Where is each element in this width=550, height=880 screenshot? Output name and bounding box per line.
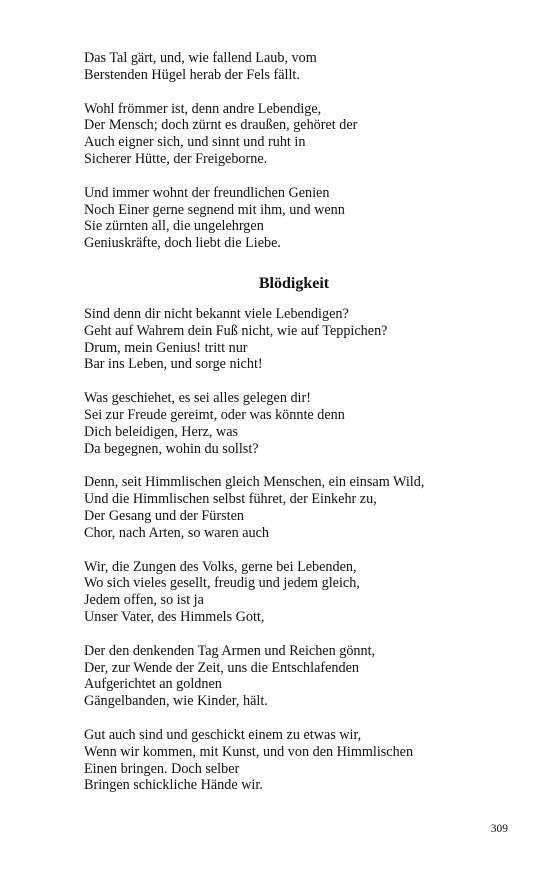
verse-line: Einen bringen. Doch selber xyxy=(84,760,240,777)
verse-line: Gut auch sind und geschickt einem zu etwas wir, xyxy=(84,726,362,743)
stanza xyxy=(84,306,504,373)
verse-line: Bringen schickliche Hände wir. xyxy=(84,777,263,794)
verse-line: Und immer wohnt der freundlichen Genien xyxy=(84,184,330,201)
page-content xyxy=(84,50,504,811)
page-number: 309 xyxy=(490,823,508,835)
verse-line: Berstenden Hügel herab der Fels fällt. xyxy=(84,66,300,83)
verse-line: Drum, mein Genius! tritt nur xyxy=(84,339,248,356)
verse-line: Da begegnen, wohin du sollst? xyxy=(84,440,259,457)
verse-line: Chor, nach Arten, so waren auch xyxy=(84,524,269,541)
verse-line: Wir, die Zungen des Volks, gerne bei Lebenden, xyxy=(84,558,357,575)
stanza xyxy=(84,390,504,457)
stanza xyxy=(84,474,504,541)
verse-line: Dich beleidigen, Herz, was xyxy=(84,423,239,440)
verse-line: Der den denkenden Tag Armen und Reichen gönnt, xyxy=(84,642,376,659)
verse-line: Auch eigner sich, und sinnt und ruht in xyxy=(84,134,306,151)
verse-line: Wo sich vieles gesellt, freudig und jedem gleich, xyxy=(84,575,360,592)
verse-line: Geht auf Wahrem dein Fuß nicht, wie auf Teppichen? xyxy=(84,322,388,339)
stanza xyxy=(84,643,504,710)
verse-line: Das Tal gärt, und, wie fallend Laub, vom xyxy=(84,50,317,66)
verse-line: Sind denn dir nicht bekannt viele Lebendigen? xyxy=(84,305,349,322)
verse-line: Noch Einer gerne segnend mit ihm, und wenn xyxy=(84,201,345,218)
stanza xyxy=(84,559,504,626)
verse-line: Wenn wir kommen, mit Kunst, und von den Himmlischen xyxy=(84,743,414,760)
verse-line: Bar ins Leben, und sorge nicht! xyxy=(84,356,263,373)
poem-title: Blödigkeit xyxy=(258,274,330,292)
stanza xyxy=(84,101,504,168)
verse-line: Der, zur Wende der Zeit, uns die Entschlafenden xyxy=(84,659,359,676)
stanza xyxy=(84,50,504,84)
verse-line: Und die Himmlischen selbst führet, der Einkehr zu, xyxy=(84,491,377,508)
verse-line: Wohl frömmer ist, denn andre Lebendige, xyxy=(84,100,322,117)
stanza xyxy=(84,185,504,252)
verse-line: Denn, seit Himmlischen gleich Menschen, ein einsam Wild, xyxy=(84,474,425,491)
verse-line: Unser Vater, des Himmels Gott, xyxy=(84,608,265,625)
previous-poem-ending xyxy=(84,50,504,252)
verse-line: Aufgerichtet an goldnen xyxy=(84,676,222,693)
verse-line: Gängelbanden, wie Kinder, hält. xyxy=(84,693,268,710)
verse-line: Sicherer Hütte, der Freigeborne. xyxy=(84,150,268,167)
stanza xyxy=(84,727,504,794)
verse-line: Jedem offen, so ist ja xyxy=(84,592,204,609)
poem-body xyxy=(84,306,504,794)
verse-line: Sei zur Freude gereimt, oder was könnte denn xyxy=(84,406,345,423)
verse-line: Der Mensch; doch zürnt es draußen, gehöret der xyxy=(84,117,358,134)
verse-line: Sie zürnten all, die ungelehrgen xyxy=(84,218,264,235)
verse-line: Der Gesang und der Fürsten xyxy=(84,507,244,524)
verse-line: Geniuskräfte, doch liebt die Liebe. xyxy=(84,235,281,252)
verse-line: Was geschiehet, es sei alles gelegen dir! xyxy=(84,390,311,407)
